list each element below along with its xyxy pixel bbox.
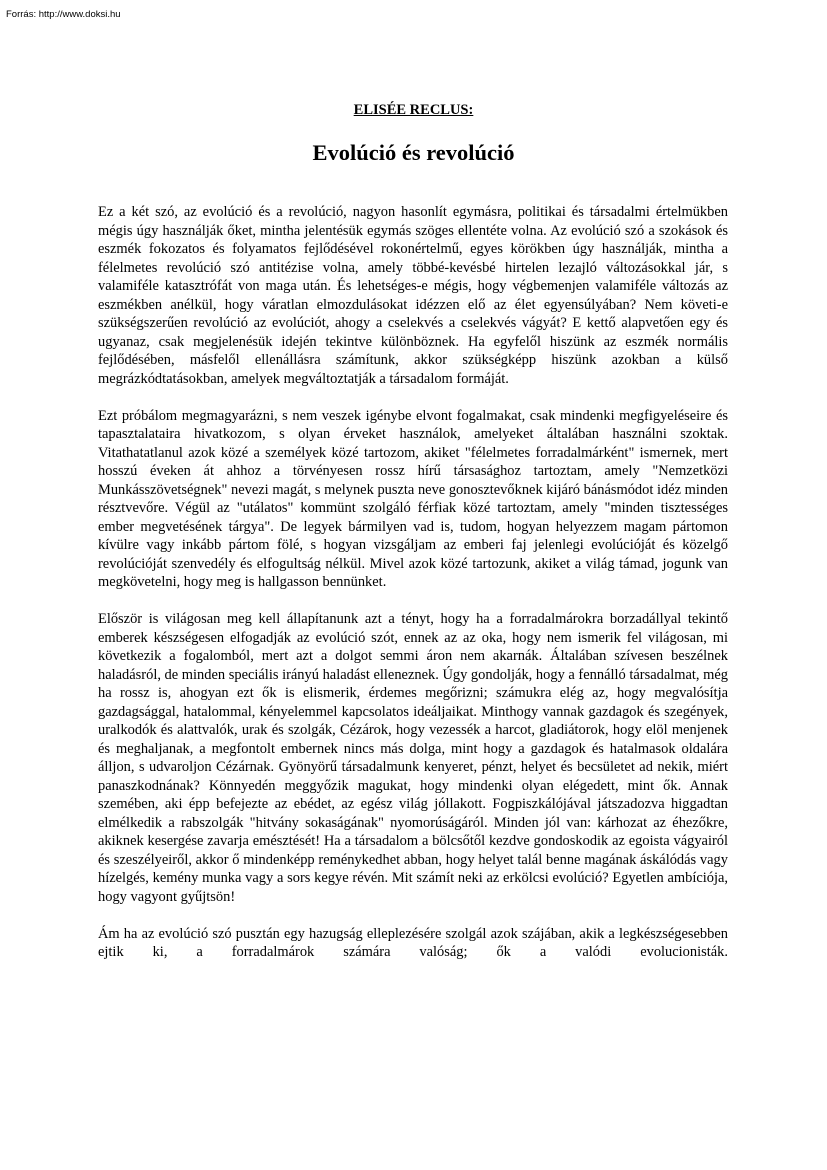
paragraph-3: Először is világosan meg kell állapítanunk azt a tényt, hogy ha a forradalmárokra borzadállyal tekintő emberek készségesen elfogadják az evolúció szót, ennek az az oka, hogy nem ismerik fel világosan, mi következik a fogalomból, mert azt a dolgot semmi áron nem akarnák. Általában szívesen beszélnek haladásról, de minden speciális irányú haladást elleneznek. Úgy gondolják, hogy a fennálló társadalmat, még ha rossz is, ahogyan ezt ők is elismerik, érdemes megőrizni; számukra elég az, hogy megvalósítja gazdagsággal, hatalommal, kényelemmel kapcsolatos ideáljaikat. Minthogy vannak gazdagok és szegények, uralkodók és alattvalók, urak és szolgák, Cézárok, hogy vezessék a harcot, gladiátorok, hogy elöl menjenek és meghaljanak, a megfontolt embernek nincs más dolga, mint hogy a gazdagok és hatalmasok oldalára álljon, s udvaroljon Cézárnak. Gyönyörű társadalmunk kenyeret, pénzt, helyet és becsületet ad nekik, miért panaszkodnának? Könnyedén meggyőzik magukat, hogy mindenki olyan elégedett, mint ők. Annak szemében, aki épp befejezte az ebédet, az egész világ jóllakott. Fogpiszkálójával játszadozva higgadtan elmélkedik a rabszolgák "hitvány sokaságának" nyomorúságáról. Minden jól van: kárhozat az éhezőkre, akiknek kesergése zavarja emésztését! Ha a társadalom a bölcsőtől kezdve gondoskodik az egoista vágyairól és szeszélyeiről, akkor ő mindenképp reménykedhet abban, hogy helyet talál benne magának áskálódás vagy hízelgés, kemény munka vagy a sors kegye révén. Mit számít neki az erkölcsi evolúció? Egyetlen ambíciója, hogy vagyont gyűjtsön! — [98, 611, 728, 905]
paragraph-2: Ezt próbálom megmagyarázni, s nem veszek igénybe elvont fogalmakat, csak mindenki megfigyeléseire és tapasztalataira hivatkozom, s olyan érveket használok, amelyeket általában használni szoktak. Vitathatatlanul azok közé a személyek közé tartozom, akiket "félelmetes forradalmárként" ismernek, mert hosszú éveken át ahhoz a törvényesen rossz hírű társasághoz tartoztam, amely "Nemzetközi Munkásszövetségnek" nevezi magát, s melynek puszta neve gonosztevőknek kijáró bánásmódot idéz minden résztvevőre. Végül az "utálatos" kommünt szolgáló férfiak közé tartoztam, amely "minden tisztességes ember megvetésének tárgya". De legyek bármilyen vad is, tudom, hogyan helyezzem magam pártomon kívülre vagy inkább pártom fölé, s hogyan vizsgáljam az emberi faj jelenlegi evolúcióját és közelgő revolúcióját szenvedély és elfogultság nélkül. Mivel azok közé tartozunk, akiket a világ támad, jogunk van megkövetelni, hogy meg is hallgasson bennünket. — [98, 407, 728, 590]
author-heading: ELISÉE RECLUS: — [353, 102, 474, 118]
page-title: Evolúció és revolúció — [312, 140, 515, 165]
paragraph-1: Ez a két szó, az evolúció és a revolúció, nagyon hasonlít egymásra, politikai és társadalmi értelmükben mégis úgy használják őket, mintha jelentésük egymás szöges ellentéte volna. Az evolúció szó a szokások és eszmék fokozatos és folyamatos fejlődésével rokonértelmű, egyes körökben úgy használják, mintha a félelmetes revolúció szó antitézise volna, amely többé-kevésbé hirtelen lezajló változásokkal jár, s valamiféle katasztrófát von maga után. És lehetséges-e mégis, hogy végbemenjen valamiféle változás az eszmékben anélkül, hogy váratlan elmozdulásokat idézzen elő az élet egyensúlyában? Nem követi-e szükségszerűen revolúció az evolúciót, ahogy a cselekvés a cselekvés vágyát? E kettő alapvetően egy és ugyanaz, csak megjelenésük idején tekintve különböznek. Ha egyfelől hiszünk az eszmék normális fejlődésében, másfelől ellenállásra számítunk, akkor szükségképp hiszünk azokban a külső megrázkódtatásokban, amelyek megváltoztatják a társadalom formáját. — [98, 204, 728, 387]
source-line: Forrás: http://www.doksi.hu — [6, 9, 121, 20]
document-body — [98, 203, 728, 980]
paragraph-4: Ám ha az evolúció szó pusztán egy hazugság elleplezésére szolgál azok szájában, akik a legkészségesebben ejtik ki, a forradalmárok számára valóság; ők a valódi evolucionisták. — [98, 925, 728, 960]
